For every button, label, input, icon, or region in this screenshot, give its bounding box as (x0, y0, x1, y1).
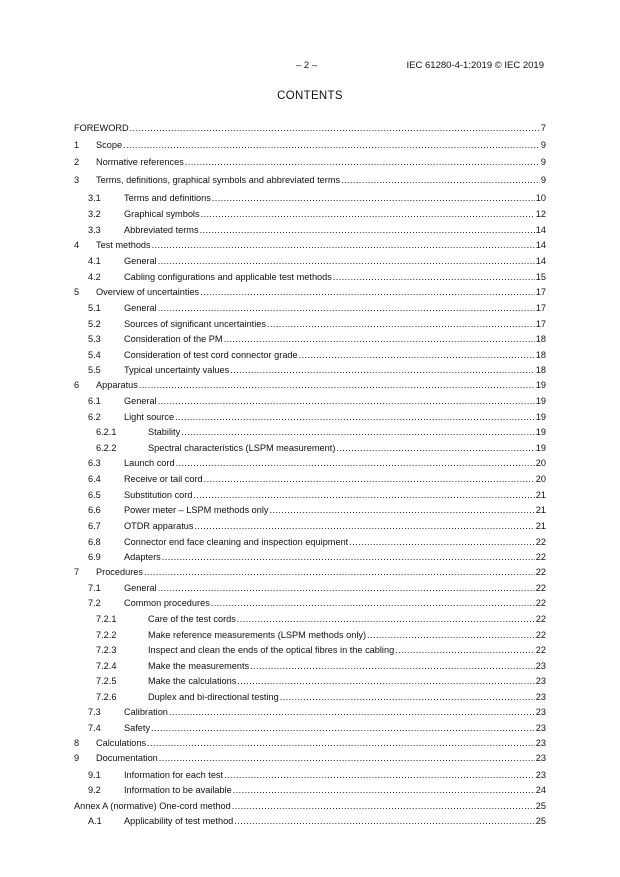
toc-entry-title: Make reference measurements (LSPM methods only) (148, 630, 367, 640)
toc-entry-number: 6.2.2 (96, 443, 117, 453)
toc-entry-title: Common procedures (124, 598, 210, 608)
toc-entry-page: 23 (535, 738, 546, 748)
toc-leader-dots (162, 551, 535, 564)
toc-leader-dots (193, 489, 534, 502)
toc-leader-dots (237, 613, 535, 626)
toc-leader-dots (395, 644, 535, 657)
toc-entry[interactable] (74, 411, 546, 424)
toc-entry-title: Care of the test cords (148, 614, 236, 624)
toc-entry-number: 6.2.1 (96, 427, 117, 437)
toc-entry[interactable] (74, 722, 546, 735)
toc-entry-title: FOREWORD (74, 123, 129, 133)
toc-leader-dots (130, 122, 540, 135)
toc-leader-dots (147, 737, 535, 750)
toc-entry[interactable] (74, 691, 546, 704)
toc-entry-page: 17 (535, 303, 546, 313)
toc-entry-number: 6.1 (88, 396, 101, 406)
toc-entry[interactable] (74, 302, 546, 315)
toc-entry-number: 7.1 (88, 583, 101, 593)
toc-entry-page: 23 (535, 723, 546, 733)
toc-entry-page: 25 (535, 816, 546, 826)
toc-entry-number: 9.1 (88, 770, 101, 780)
toc-entry[interactable] (74, 752, 546, 765)
toc-entry-title: Make the calculations (148, 676, 237, 686)
toc-entry-number: 7.2 (88, 598, 101, 608)
toc-entry-page: 22 (535, 552, 546, 562)
toc-entry-page: 22 (535, 567, 546, 577)
toc-leader-dots (212, 192, 535, 205)
toc-entry-number: 6.3 (88, 458, 101, 468)
toc-entry-number: 7.2.6 (96, 692, 117, 702)
toc-entry[interactable] (74, 613, 546, 626)
toc-entry-title: Scope (96, 140, 123, 150)
toc-entry-title: General (124, 583, 157, 593)
toc-entry-page: 14 (535, 256, 546, 266)
toc-leader-dots (201, 208, 535, 221)
toc-entry-number: 6.9 (88, 552, 101, 562)
toc-entry-title: Information to be available (124, 785, 232, 795)
toc-entry-title: Annex A (normative) One-cord method (74, 801, 231, 811)
toc-entry-page: 7 (540, 123, 546, 133)
toc-entry[interactable] (74, 473, 546, 486)
toc-entry-page: 23 (535, 661, 546, 671)
toc-entry-page: 21 (535, 490, 546, 500)
toc-entry-title: Applicability of test method (124, 816, 234, 826)
toc-entry-title: General (124, 396, 157, 406)
toc-entry-title: Make the measurements (148, 661, 250, 671)
toc-entry-title: General (124, 303, 157, 313)
toc-leader-dots (159, 752, 535, 765)
toc-entry-number: 6.7 (88, 521, 101, 531)
toc-leader-dots (181, 426, 535, 439)
toc-entry-page: 23 (535, 692, 546, 702)
toc-entry-title: Power meter – LSPM methods only (124, 505, 269, 515)
toc-entry-title: Normative references (96, 157, 184, 167)
toc-entry[interactable] (74, 349, 546, 362)
toc-entry[interactable] (74, 520, 546, 533)
toc-leader-dots (200, 224, 535, 237)
toc-entry[interactable] (74, 737, 546, 750)
toc-leader-dots (224, 769, 535, 782)
toc-leader-dots (341, 174, 540, 187)
toc-entry[interactable] (74, 174, 546, 187)
toc-leader-dots (139, 379, 535, 392)
toc-entry[interactable] (74, 660, 546, 673)
toc-leader-dots (158, 255, 535, 268)
toc-leader-dots (152, 239, 535, 252)
toc-entry-page: 25 (535, 801, 546, 811)
toc-entry-number: 7.2.5 (96, 676, 117, 686)
toc-entry[interactable] (74, 629, 546, 642)
toc-entry-number: 5.1 (88, 303, 101, 313)
toc-entry-title: Duplex and bi-directional testing (148, 692, 279, 702)
toc-leader-dots (175, 411, 535, 424)
toc-entry[interactable] (74, 582, 546, 595)
toc-entry-number: 6.2 (88, 412, 101, 422)
toc-entry-title: Consideration of test cord connector grade (124, 350, 298, 360)
toc-entry-title: Graphical symbols (124, 209, 200, 219)
toc-entry-number: 6.5 (88, 490, 101, 500)
toc-leader-dots (200, 286, 535, 299)
toc-entry-page: 22 (535, 583, 546, 593)
toc-entry-page: 22 (535, 537, 546, 547)
toc-entry-page: 10 (535, 193, 546, 203)
toc-entry-number: 5.2 (88, 319, 101, 329)
toc-entry-title: Procedures (96, 567, 143, 577)
toc-entry-title: Cabling configurations and applicable test methods (124, 272, 332, 282)
toc-entry[interactable] (74, 769, 546, 782)
toc-entry-title: OTDR apparatus (124, 521, 194, 531)
toc-entry-page: 18 (535, 365, 546, 375)
toc-entry[interactable] (74, 333, 546, 346)
toc-entry[interactable] (74, 566, 546, 579)
toc-leader-dots (158, 302, 535, 315)
toc-leader-dots (233, 784, 535, 797)
toc-entry-title: Receive or tail cord (124, 474, 203, 484)
toc-entry-title: Connector end face cleaning and inspection equipment (124, 537, 349, 547)
toc-entry-title: Light source (124, 412, 175, 422)
toc-entry-number: 5.3 (88, 334, 101, 344)
toc-entry-number: 6.8 (88, 537, 101, 547)
toc-leader-dots (158, 582, 535, 595)
toc-entry-number: 4.1 (88, 256, 101, 266)
toc-entry[interactable] (74, 271, 546, 284)
toc-entry-page: 23 (535, 707, 546, 717)
toc-entry[interactable] (74, 504, 546, 517)
toc-entry-page: 21 (535, 521, 546, 531)
toc-entry-page: 15 (535, 272, 546, 282)
toc-entry[interactable] (74, 457, 546, 470)
toc-leader-dots (237, 675, 534, 688)
toc-entry-page: 23 (535, 770, 546, 780)
toc-entry[interactable] (74, 239, 546, 252)
toc-entry-title: Stability (148, 427, 181, 437)
toc-entry-number: 9.2 (88, 785, 101, 795)
toc-entry-title: Overview of uncertainties (96, 287, 200, 297)
toc-entry[interactable] (74, 815, 546, 828)
toc-leader-dots (151, 722, 535, 735)
toc-entry-title: Information for each test (124, 770, 224, 780)
toc-entry-title: Launch cord (124, 458, 175, 468)
toc-entry-title: Sources of significant uncertainties (124, 319, 266, 329)
toc-entry-number: 7 (74, 567, 80, 577)
toc-entry-number: 2 (74, 157, 80, 167)
toc-leader-dots (333, 271, 535, 284)
toc-leader-dots (123, 139, 540, 152)
toc-entry-page: 20 (535, 474, 546, 484)
toc-entry-title: Documentation (96, 753, 158, 763)
toc-entry-title: Safety (124, 723, 151, 733)
toc-leader-dots (211, 597, 535, 610)
toc-entry-title: General (124, 256, 157, 266)
toc-entry-page: 17 (535, 287, 546, 297)
toc-entry-page: 22 (535, 645, 546, 655)
toc-entry-page: 14 (535, 240, 546, 250)
toc-entry[interactable] (74, 318, 546, 331)
toc-entry-page: 19 (535, 427, 546, 437)
toc-entry[interactable] (74, 192, 546, 205)
toc-entry[interactable] (74, 536, 546, 549)
toc-leader-dots (204, 473, 535, 486)
toc-entry-page: 22 (535, 598, 546, 608)
toc-entry-page: 19 (535, 380, 546, 390)
toc-entry[interactable] (74, 122, 546, 135)
toc-entry-number: 5.5 (88, 365, 101, 375)
toc-leader-dots (224, 333, 535, 346)
toc-entry-page: 22 (535, 614, 546, 624)
toc-leader-dots (232, 800, 535, 813)
toc-entry-page: 14 (535, 225, 546, 235)
toc-entry[interactable] (74, 784, 546, 797)
toc-entry-title: Terms and definitions (124, 193, 211, 203)
toc-entry[interactable] (74, 364, 546, 377)
toc-entry-number: 6.6 (88, 505, 101, 515)
toc-entry-number: 5 (74, 287, 80, 297)
toc-entry[interactable] (74, 208, 546, 221)
toc-entry-number: A.1 (88, 816, 102, 826)
toc-entry-page: 18 (535, 350, 546, 360)
toc-entry-number: 4.2 (88, 272, 101, 282)
toc-entry-page: 9 (540, 157, 546, 167)
toc-leader-dots (367, 629, 535, 642)
toc-entry-title: Apparatus (96, 380, 138, 390)
toc-entry[interactable] (74, 489, 546, 502)
toc-entry-page: 22 (535, 630, 546, 640)
toc-entry-page: 19 (535, 396, 546, 406)
toc-entry-title: Spectral characteristics (LSPM measurement) (148, 443, 336, 453)
toc-entry[interactable] (74, 286, 546, 299)
toc-entry-title: Abbreviated terms (124, 225, 199, 235)
toc-leader-dots (158, 395, 535, 408)
toc-leader-dots (234, 815, 534, 828)
toc-leader-dots (270, 504, 535, 517)
toc-entry[interactable] (74, 255, 546, 268)
page-number: – 2 – (296, 60, 318, 71)
toc-entry-page: 12 (535, 209, 546, 219)
toc-entry-page: 19 (535, 443, 546, 453)
toc-leader-dots (144, 566, 535, 579)
toc-entry-number: 6.4 (88, 474, 101, 484)
toc-entry-title: Adapters (124, 552, 161, 562)
toc-entry-page: 24 (535, 785, 546, 795)
toc-entry-page: 18 (535, 334, 546, 344)
toc-leader-dots (194, 520, 534, 533)
toc-entry-number: 3.3 (88, 225, 101, 235)
toc-entry[interactable] (74, 224, 546, 237)
toc-entry[interactable] (74, 442, 546, 455)
toc-entry[interactable] (74, 551, 546, 564)
toc-entry-page: 23 (535, 676, 546, 686)
toc-entry-number: 7.3 (88, 707, 101, 717)
toc-entry[interactable] (74, 644, 546, 657)
toc-entry-title: Substitution cord (124, 490, 193, 500)
toc-entry-number: 4 (74, 240, 80, 250)
toc-entry-title: Inspect and clean the ends of the optical fibres in the cabling (148, 645, 395, 655)
toc-entry-title: Terms, definitions, graphical symbols and abbreviated terms (96, 175, 341, 185)
toc-entry-number: 8 (74, 738, 80, 748)
toc-entry-title: Calculations (96, 738, 147, 748)
contents-title: CONTENTS (277, 90, 343, 102)
toc-entry-number: 3.2 (88, 209, 101, 219)
toc-entry[interactable] (74, 800, 546, 813)
toc-entry-number: 3 (74, 175, 80, 185)
toc-entry-page: 21 (535, 505, 546, 515)
toc-entry[interactable] (74, 139, 546, 152)
toc-leader-dots (230, 364, 535, 377)
toc-leader-dots (336, 442, 534, 455)
toc-entry-number: 7.4 (88, 723, 101, 733)
toc-entry-title: Test methods (96, 240, 151, 250)
toc-entry-number: 9 (74, 753, 80, 763)
toc-entry-page: 9 (540, 175, 546, 185)
toc-entry-number: 6 (74, 380, 80, 390)
document-reference: IEC 61280-4-1:2019 © IEC 2019 (406, 60, 544, 71)
toc-entry-number: 7.2.4 (96, 661, 117, 671)
toc-entry-title: Calibration (124, 707, 168, 717)
toc-leader-dots (349, 536, 535, 549)
toc-entry[interactable] (74, 706, 546, 719)
toc-leader-dots (169, 706, 535, 719)
toc-entry-page: 19 (535, 412, 546, 422)
toc-leader-dots (250, 660, 535, 673)
toc-entry[interactable] (74, 156, 546, 169)
toc-entry-number: 3.1 (88, 193, 101, 203)
toc-entry[interactable] (74, 675, 546, 688)
toc-entry-number: 7.2.1 (96, 614, 117, 624)
page-header (0, 60, 620, 74)
toc-entry-title: Consideration of the PM (124, 334, 223, 344)
toc-entry[interactable] (74, 426, 546, 439)
toc-entry-number: 1 (74, 140, 80, 150)
toc-leader-dots (280, 691, 535, 704)
toc-leader-dots (267, 318, 535, 331)
toc-entry-number: 7.2.2 (96, 630, 117, 640)
toc-entry-title: Typical uncertainty values (124, 365, 230, 375)
toc-leader-dots (176, 457, 535, 470)
toc-entry[interactable] (74, 597, 546, 610)
toc-entry-number: 7.2.3 (96, 645, 117, 655)
toc-leader-dots (185, 156, 540, 169)
toc-entry-page: 20 (535, 458, 546, 468)
toc-entry[interactable] (74, 395, 546, 408)
toc-entry-page: 9 (540, 140, 546, 150)
toc-entry[interactable] (74, 379, 546, 392)
toc-entry-page: 17 (535, 319, 546, 329)
toc-entry-page: 23 (535, 753, 546, 763)
toc-leader-dots (299, 349, 535, 362)
toc-entry-number: 5.4 (88, 350, 101, 360)
